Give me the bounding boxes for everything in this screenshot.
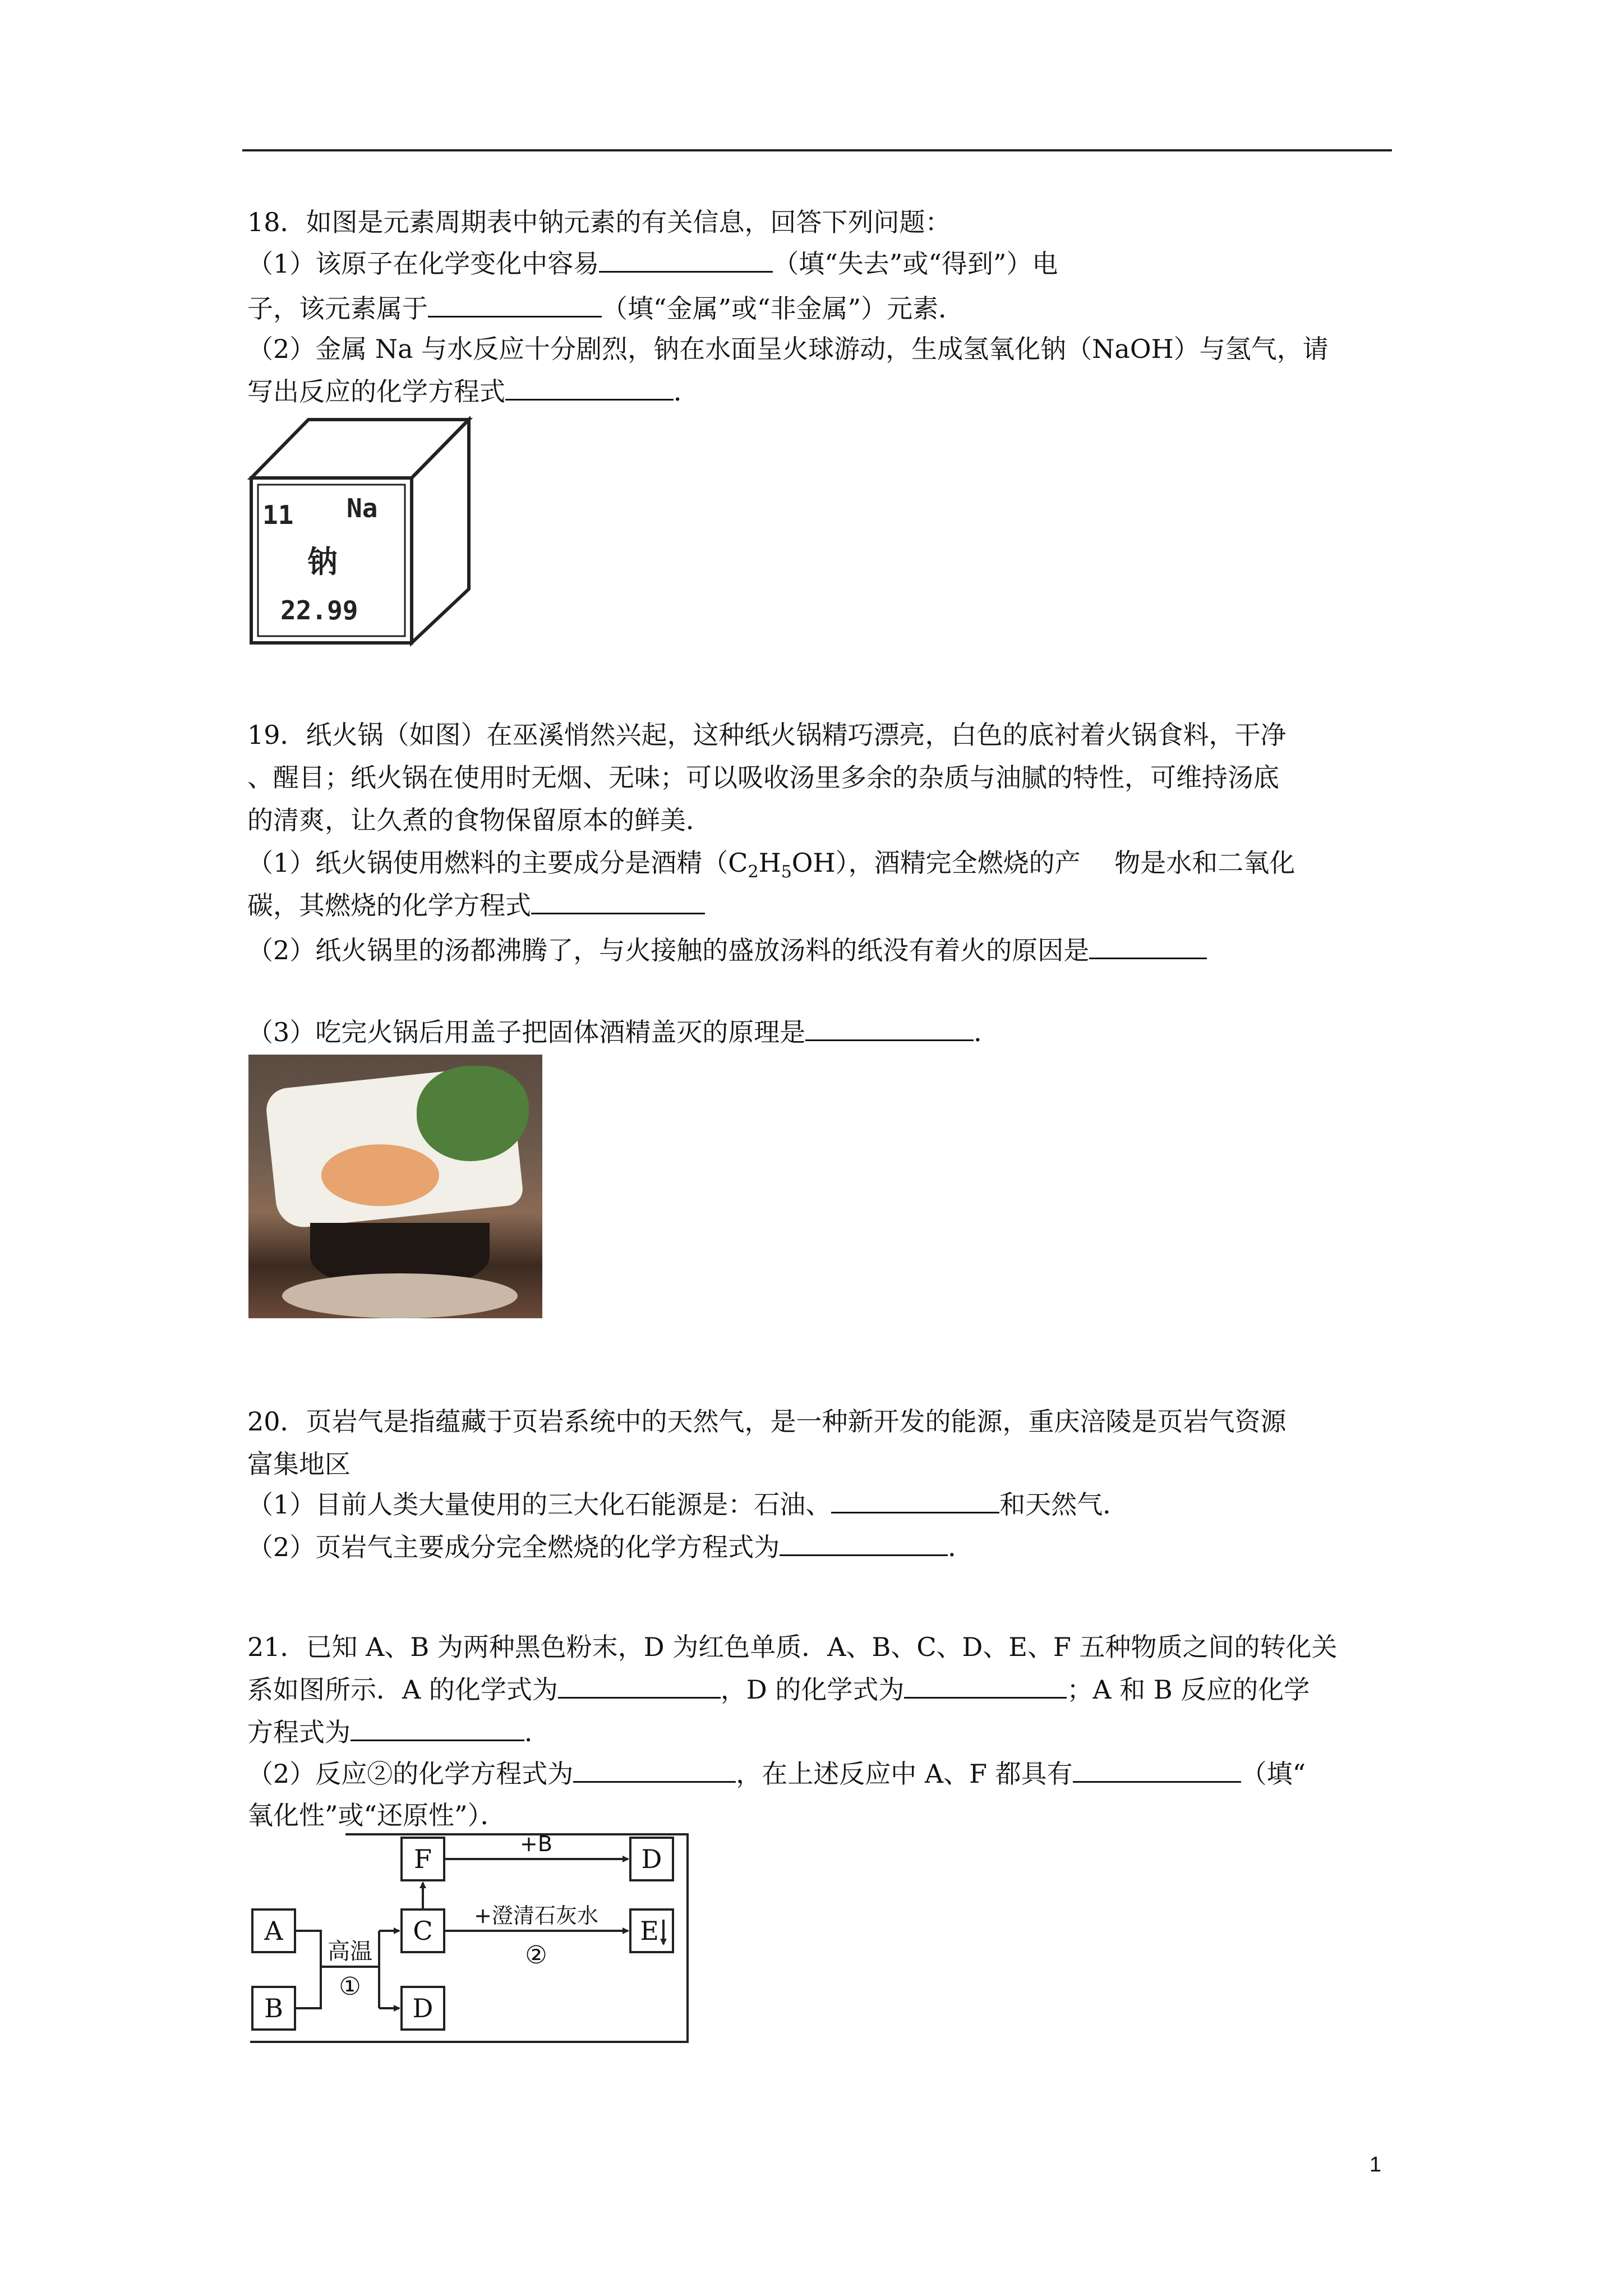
node-d-bottom: D [412,1993,434,2023]
page-number: 1 [1370,2153,1382,2177]
q19-part3: （3）吃完火锅后用盖子把固体酒精盖灭的原理是 ． [247,1017,1000,1047]
plus-limewater-label: +澄清石灰水 [474,1903,598,1928]
atomic-mass: 22.99 [280,595,358,625]
answer-blank[interactable] [1089,936,1207,959]
q19-line2: 、醒目；纸火锅在使用时无烟、无味；可以吸收汤里多余的杂质与油腻的特性，可维持汤底 [247,762,1279,793]
node-a: A [264,1916,283,1946]
answer-blank[interactable] [351,1718,524,1741]
answer-blank[interactable] [558,1676,721,1699]
node-b: B [264,1993,283,2023]
plus-b-label: +B [520,1832,552,1856]
answer-blank[interactable] [1073,1760,1241,1783]
header-rule [242,149,1392,151]
answer-blank[interactable] [780,1533,948,1556]
element-name: 钠 [307,544,338,579]
q18-part1-line1: （1）该原子在化学变化中容易 （填“失去”或“得到”）电 [247,249,1058,279]
q21-line2: 系如图所示．A 的化学式为 ，D 的化学式为 ；A 和 B 反应的化学 [247,1674,1310,1705]
sodium-element-cube [247,416,474,647]
reaction-1-label: ① [339,1972,361,2001]
paper-hotpot-photo [248,1055,542,1318]
answer-blank[interactable] [573,1760,736,1783]
answer-blank[interactable] [831,1490,999,1513]
q18-part1-line2: 子，该元素属于 （填“金属”或“非金属”）元素． [247,293,965,324]
q18-part2-line2: 写出反应的化学方程式 ． [247,376,699,407]
node-e: E [640,1916,659,1946]
answer-blank[interactable] [805,1018,974,1041]
q21-part2-line1: （2）反应②的化学方程式为 ，在上述反应中 A、F 都具有 （填“ [247,1759,1306,1789]
node-d-top: D [641,1844,662,1874]
q19-part1-line2: 碳，其燃烧的化学方程式 [247,889,705,922]
q20-line2: 富集地区 [247,1449,351,1479]
q19-line1: 19．纸火锅（如图）在巫溪悄然兴起，这种纸火锅精巧漂亮，白色的底衬着火锅食料，干净 [247,720,1287,750]
q21-line1: 21．已知 A、B 为两种黑色粉末，D 为红色单质．A、B、C、D、E、F 五种物质之间的转化关 [247,1632,1338,1662]
q21-part2-line2: 氧化性”或“还原性”）． [247,1800,506,1830]
conversion-diagram [247,1832,690,2044]
answer-blank[interactable] [428,295,602,318]
q20-line1: 20．页岩气是指蕴藏于页岩系统中的天然气，是一种新开发的能源，重庆涪陵是页岩气资源 [247,1406,1287,1437]
answer-blank[interactable] [505,378,674,401]
node-c: C [413,1916,433,1946]
q19-part2: （2）纸火锅里的汤都沸腾了，与火接触的盛放汤料的纸没有着火的原因是 [247,933,1207,967]
q20-part2: （2）页岩气主要成分完全燃烧的化学方程式为 ． [247,1532,974,1562]
q19-line3: 的清爽，让久煮的食物保留原本的鲜美． [247,805,712,835]
condition-high-temp: 高温 [328,1939,372,1964]
reaction-2-label: ② [525,1941,547,1970]
q19-part1-line1: （1）纸火锅使用燃料的主要成分是酒精$(C_2H_5OH)$，酒精完全燃烧的产 物是水和二氧化 [247,848,1295,882]
atomic-number: 11 [262,500,294,530]
q18-part2-line1: （2）金属 Na 与水反应十分剧烈，钠在水面呈火球游动，生成氢氧化钠（NaOH）与氢气，请 [247,334,1329,364]
element-symbol: Na [347,493,378,523]
q20-part1: （1）目前人类大量使用的三大化石能源是：石油、 和天然气． [247,1489,1129,1520]
node-f: F [414,1844,432,1874]
q21-line3: 方程式为 ． [247,1717,550,1747]
answer-blank[interactable] [904,1676,1067,1699]
answer-blank[interactable] [599,250,773,273]
q18-title: 18．如图是元素周期表中钠元素的有关信息，回答下列问题： [247,207,951,237]
answer-blank[interactable] [531,891,705,914]
